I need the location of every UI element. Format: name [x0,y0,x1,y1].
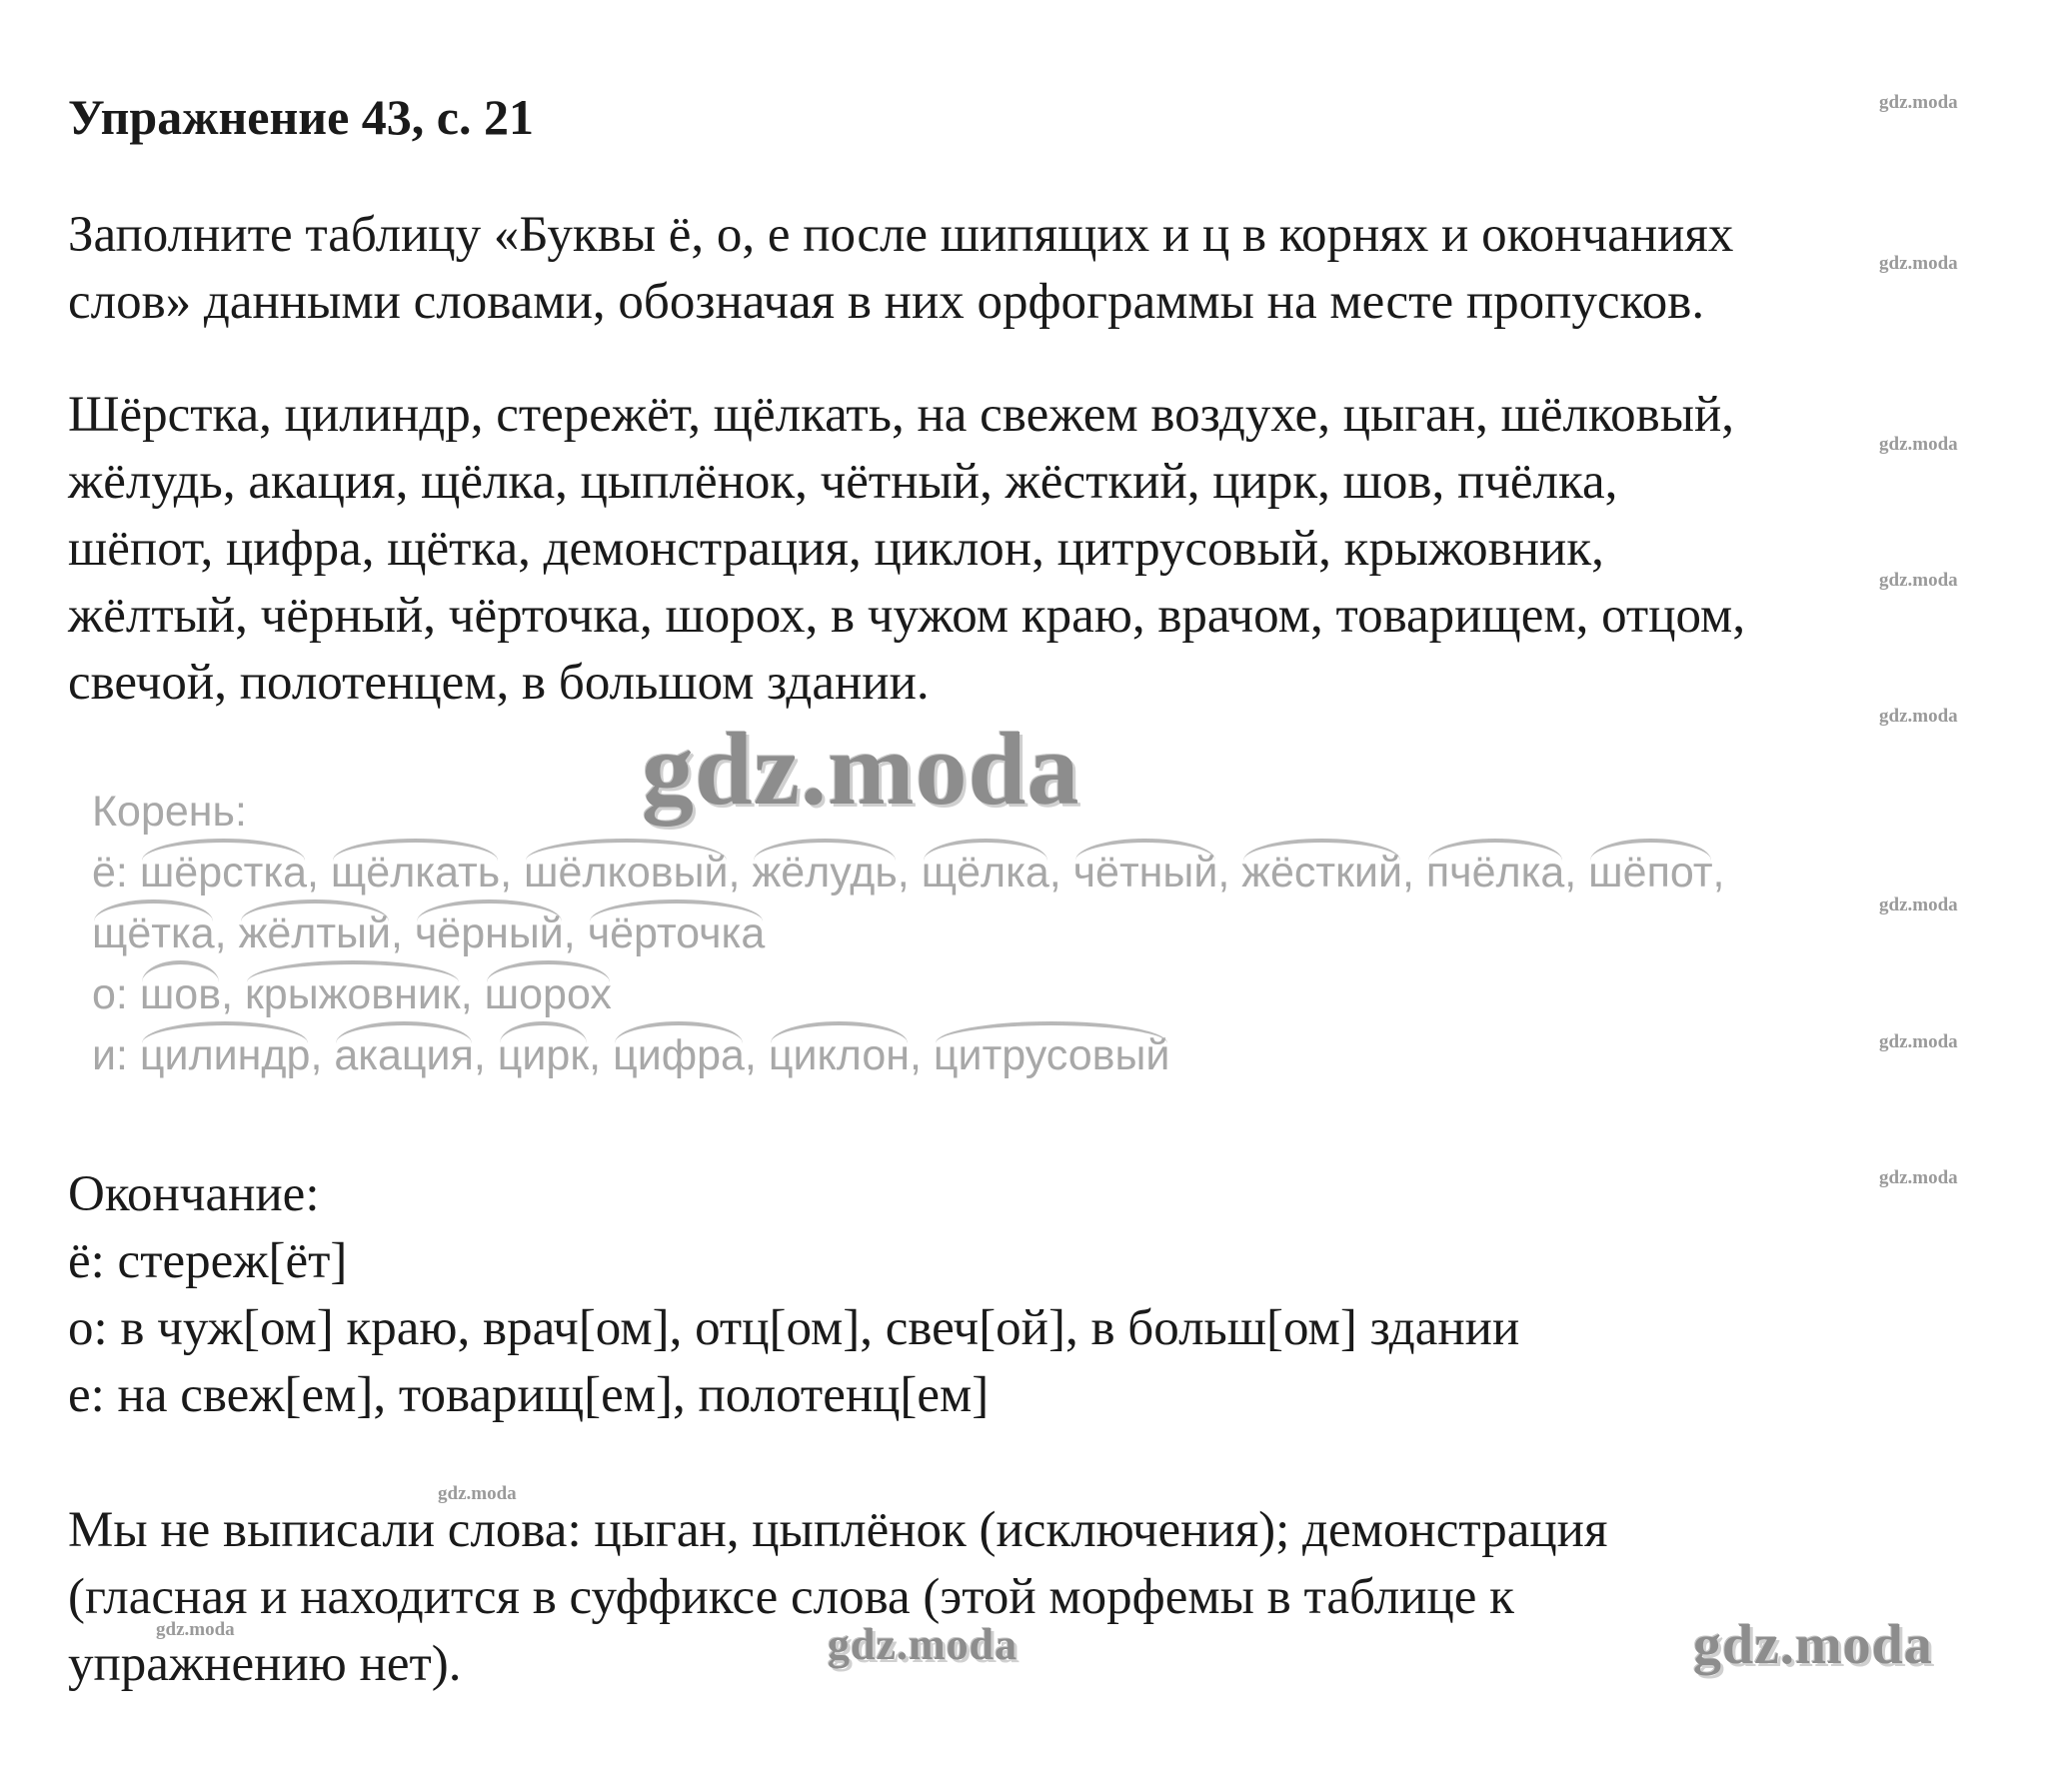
o-label: о: [92,970,140,1018]
watermark-logo: gdz.moda [642,712,1080,827]
root-yo-row-2 [92,903,1725,964]
note-line: упражнению нет). [68,1636,462,1692]
word-list-line: свечой, полотенцем, в большом здании. [68,655,930,711]
watermark: gdz.moda [1879,92,1958,113]
root-word: шёлковый [524,843,728,903]
root-word: пчёлка [1426,843,1564,903]
root-word: щёлкать [331,843,500,903]
root-i-row [92,1025,1725,1086]
root-word: чёрточка [588,903,766,964]
root-word: цилиндр [140,1025,311,1086]
yo-words-1: шёрстка, щёлкать, шёлковый, жёлудь, щёлка, чётный, жёсткий, пчёлка, шёпот, [140,849,1725,896]
watermark: gdz.moda [156,1619,235,1640]
root-word: шов [140,964,221,1025]
root-word: цифра [613,1025,745,1086]
root-word: циклон [769,1025,910,1086]
note-line: Мы не выписали слова: цыган, цыплёнок (исключения); демонстрация [68,1502,1608,1558]
yo-label: ё: [92,849,140,896]
i-words: цилиндр, акация, цирк, цифра, циклон, цитрусовый [140,1031,1169,1079]
root-word: шёрстка [140,843,307,903]
root-word: щётка [92,903,215,964]
word-list-line: Шёрстка, цилиндр, стережёт, щёлкать, на свежем воздухе, цыган, шёлковый, [68,387,1735,443]
watermark: gdz.moda [1879,895,1958,915]
watermark: gdz.moda [1879,253,1958,274]
note-line: (гласная и находится в суффиксе слова (этой морфемы в таблице к [68,1569,1514,1625]
ending-e-line: е: на свеж[ем], товарищ[ем], полотенц[ем] [68,1367,990,1423]
exercise-title: Упражнение 43, с. 21 [68,89,534,145]
root-word: чёрный [415,903,564,964]
o-words: шов, крыжовник, шорох [140,970,612,1018]
watermark-logo: gdz.moda [1693,1614,1933,1676]
ending-section [68,1161,1519,1429]
word-list-line: шёпот, цифра, щётка, демонстрация, циклон, цитрусовый, крыжовник, [68,521,1604,577]
root-word: жёлтый [239,903,391,964]
task-line: слов» данными словами, обозначая в них орфограммы на месте пропусков. [68,274,1705,330]
root-word: шёпот [1588,843,1712,903]
watermark: gdz.moda [1879,570,1958,591]
ending-o-line: о: в чуж[ом] краю, врач[ом], отц[ом], свеч[ой], в больш[ом] здании [68,1300,1520,1356]
root-heading: Корень: [92,788,247,836]
i-label: и: [92,1031,140,1079]
task-text [68,202,1733,336]
root-word: цирк [498,1025,589,1086]
root-yo-row-1 [92,843,1725,903]
task-line: Заполните таблицу «Буквы ё, о, е после шипящих и ц в корнях и окончаниях [68,207,1734,263]
ending-yo-line: ё: стереж[ёт] [68,1233,348,1289]
root-word: чётный [1073,843,1218,903]
word-list-line: жёлтый, чёрный, чёрточка, шорох, в чужом краю, врачом, товарищем, отцом, [68,588,1746,644]
yo-words-2: щётка, жёлтый, чёрный, чёрточка [92,909,765,957]
root-word: акация [334,1025,474,1086]
root-o-row [92,964,1725,1025]
watermark: gdz.moda [1879,434,1958,455]
root-word: щёлка [922,843,1049,903]
watermark: gdz.moda [1879,1167,1958,1188]
watermark: gdz.moda [1879,706,1958,727]
ending-heading: Окончание: [68,1166,320,1222]
root-word: шорох [485,964,612,1025]
root-word: цитрусовый [934,1025,1169,1086]
watermark: gdz.moda [1879,1031,1958,1052]
root-word: жёлудь [752,843,897,903]
word-list-line: жёлудь, акация, щёлка, цыплёнок, чётный, жёсткий, цирк, шов, пчёлка, [68,454,1618,510]
root-word: жёсткий [1241,843,1402,903]
root-word: крыжовник [245,964,461,1025]
watermark-logo: gdz.moda [828,1620,1019,1669]
watermark: gdz.moda [438,1483,517,1504]
word-list [68,382,1745,717]
